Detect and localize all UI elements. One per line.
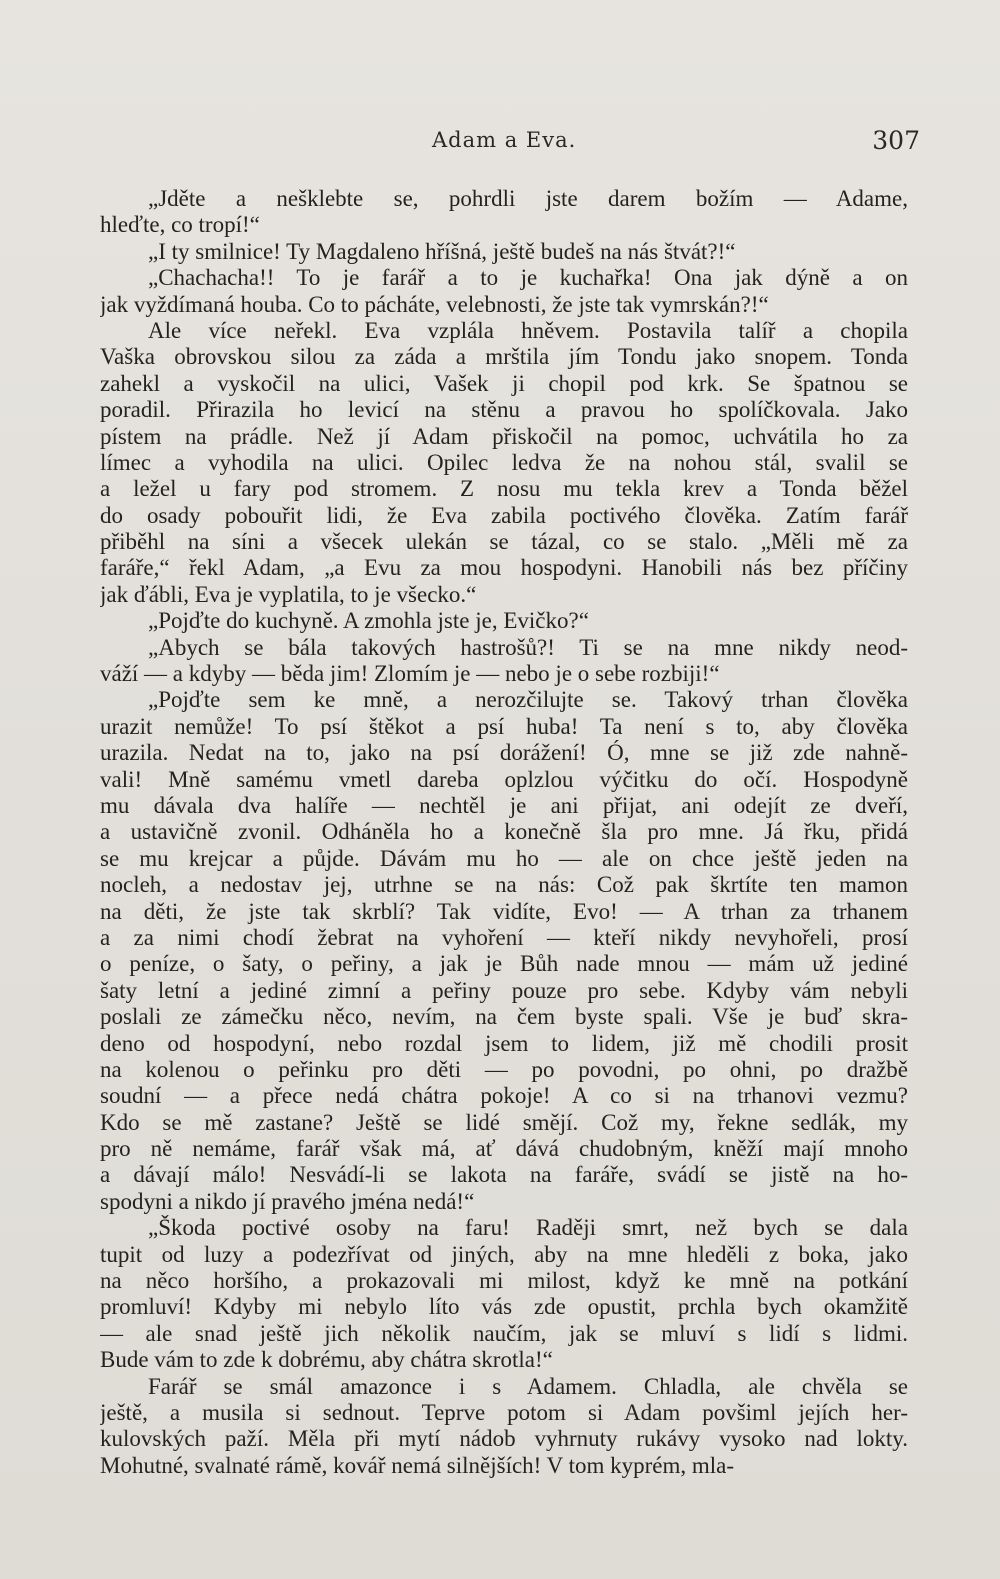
text-line: „Pojďte do kuchyně. A zmohla jste je, Evičko?“ bbox=[148, 608, 589, 634]
text-line: hleďte, co tropí!“ bbox=[100, 212, 260, 238]
text-line: poslali ze zámečku něco, nevím, na čem byste spali. Vše je buď skra- bbox=[100, 1004, 908, 1030]
text-line: o peníze, o šaty, o peřiny, a jak je Bůh nade mnou — mám už jediné bbox=[100, 951, 908, 977]
text-line: do osady pobouřit lidi, že Eva zabila poctivého člověka. Zatím farář bbox=[100, 502, 908, 528]
text-line: faráře,“ řekl Adam, „a Evu za mou hospodyni. Hanobili nás bez příčiny bbox=[100, 555, 908, 581]
text-line: ještě, a musila si sednout. Teprve potom si Adam povšiml jejích her- bbox=[100, 1399, 908, 1425]
text-line: spodyni a nikdo jí pravého jména nedá!“ bbox=[100, 1188, 475, 1214]
page-number: 307 bbox=[872, 126, 920, 155]
text-line: jak vyždímaná houba. Co to pácháte, velebnosti, že jste tak vymrskán?!“ bbox=[100, 291, 769, 317]
text-line: „Jděte a nešklebte se, pohrdli jste darem božím — Adame, bbox=[148, 186, 908, 211]
text-line: nocleh, a nedostav jej, utrhne se na nás: Což pak škrtíte ten mamon bbox=[100, 872, 908, 898]
text-line: „I ty smilnice! Ty Magdaleno hříšná, ještě budeš na nás štvát?!“ bbox=[148, 238, 736, 264]
text-line: jak ďábli, Eva je vyplatila, to je všecko.“ bbox=[100, 581, 477, 607]
text-line: vali! Mně samému vmetl dareba oplzlou výčitku do očí. Hospodyně bbox=[100, 766, 908, 792]
text-line: na děti, že jste tak skrblí? Tak vidíte, Evo! — A trhan za trhanem bbox=[100, 898, 908, 924]
text-line: pro ně nemáme, farář však má, ať dává chudobným, kněží mají mnoho bbox=[100, 1136, 908, 1162]
text-line: Farář se smál amazonce i s Adamem. Chladla, ale chvěla se bbox=[148, 1373, 908, 1399]
text-line: Kdo se mě zastane? Ještě se lidé smějí. Což my, řekne sedlák, my bbox=[100, 1109, 908, 1135]
text-line: Vaška obrovskou silou za záda a mrštila jím Tondu jako snopem. Tonda bbox=[100, 344, 908, 370]
text-line: se mu krejcar a půjde. Dávám mu ho — ale on chce ještě jeden na bbox=[100, 845, 908, 871]
text-line: — ale snad ještě jich několik naučím, jak se mluví s lidí s lidmi. bbox=[100, 1320, 908, 1346]
running-title: Adam a Eva. bbox=[432, 128, 577, 152]
text-line: Bude vám to zde k dobrému, aby chátra skrotla!“ bbox=[100, 1347, 553, 1373]
text-line: na kolenou o peřinku pro děti — po povodni, po ohni, po dražbě bbox=[100, 1056, 908, 1082]
text-line: a ustavičně zvonil. Odháněla ho a konečně šla pro mne. Já řku, přidá bbox=[100, 819, 908, 845]
text-line: váží — a kdyby — běda jim! Zlomím je — nebo je o sebe rozbiji!“ bbox=[100, 661, 720, 687]
text-line: soudní — a přece nedá chátra pokoje! A co si na trhanovi vezmu? bbox=[100, 1083, 908, 1109]
page-header bbox=[100, 126, 920, 162]
text-line: a dávají málo! Nesvádí-li se lakota na faráře, svádí se jistě na ho- bbox=[100, 1162, 908, 1188]
text-line: šaty letní a jediné zimní a peřiny pouze pro sebe. Kdyby vám nebyli bbox=[100, 977, 908, 1003]
text-line: promluví! Kdyby mi nebylo líto vás zde opustit, prchla bych okamžitě bbox=[100, 1294, 908, 1320]
text-line: a ležel u fary pod stromem. Z nosu mu tekla krev a Tonda běžel bbox=[100, 476, 908, 502]
text-line: přiběhl na síni a všecek ulekán se tázal, co se stalo. „Měli mě za bbox=[100, 529, 908, 555]
text-line: Ale více neřekl. Eva vzplála hněvem. Postavila talíř a chopila bbox=[148, 317, 908, 343]
text-line: „Abych se bála takových hastrošů?! Ti se na mne nikdy neod- bbox=[148, 634, 908, 660]
text-line: urazila. Nedat na to, jako na psí dorážení! Ó, mne se již zde nahně- bbox=[100, 740, 908, 766]
text-line: pístem na prádle. Než jí Adam přiskočil na pomoc, uchvátila ho za bbox=[100, 423, 908, 449]
text-line: Mohutné, svalnaté rámě, kovář nemá silnějších! V tom kyprém, mla- bbox=[100, 1452, 735, 1478]
text-line: kulovských paží. Měla při mytí nádob vyhrnuty rukávy vysoko nad lokty. bbox=[100, 1426, 908, 1452]
body-text bbox=[100, 186, 908, 1479]
text-line: tupit od luzy a podezřívat od jiných, aby na mne hleděli z boka, jako bbox=[100, 1241, 908, 1267]
text-line: mu dávala dva halíře — nechtěl je ani přijat, ani odejít ze dveří, bbox=[100, 792, 908, 818]
text-line: „Škoda poctivé osoby na faru! Raději smrt, než bych se dala bbox=[148, 1215, 908, 1241]
text-line: na něco horšího, a prokazovali mi milost, když ke mně na potkání bbox=[100, 1268, 908, 1294]
text-line: poradil. Přirazila ho levicí na stěnu a pravou ho spolíčkovala. Jako bbox=[100, 397, 908, 423]
text-line: zahekl a vyskočil na ulici, Vašek ji chopil pod krk. Se špatnou se bbox=[100, 370, 908, 396]
text-line: límec a vyhodila na ulici. Opilec ledva že na nohou stál, svalil se bbox=[100, 449, 908, 475]
text-line: a za nimi chodí žebrat na vyhoření — kteří nikdy nevyhořeli, prosí bbox=[100, 924, 908, 950]
text-line: „Chachacha!! To je farář a to je kuchařka! Ona jak dýně a on bbox=[148, 265, 908, 291]
text-line: deno od hospodyní, nebo rozdal jsem to lidem, již mě chodili prosit bbox=[100, 1030, 908, 1056]
text-line: urazit nemůže! To psí štěkot a psí huba! Ta není s to, aby člověka bbox=[100, 713, 908, 739]
text-line: „Pojďte sem ke mně, a nerozčilujte se. Takový trhan člověka bbox=[148, 687, 908, 713]
